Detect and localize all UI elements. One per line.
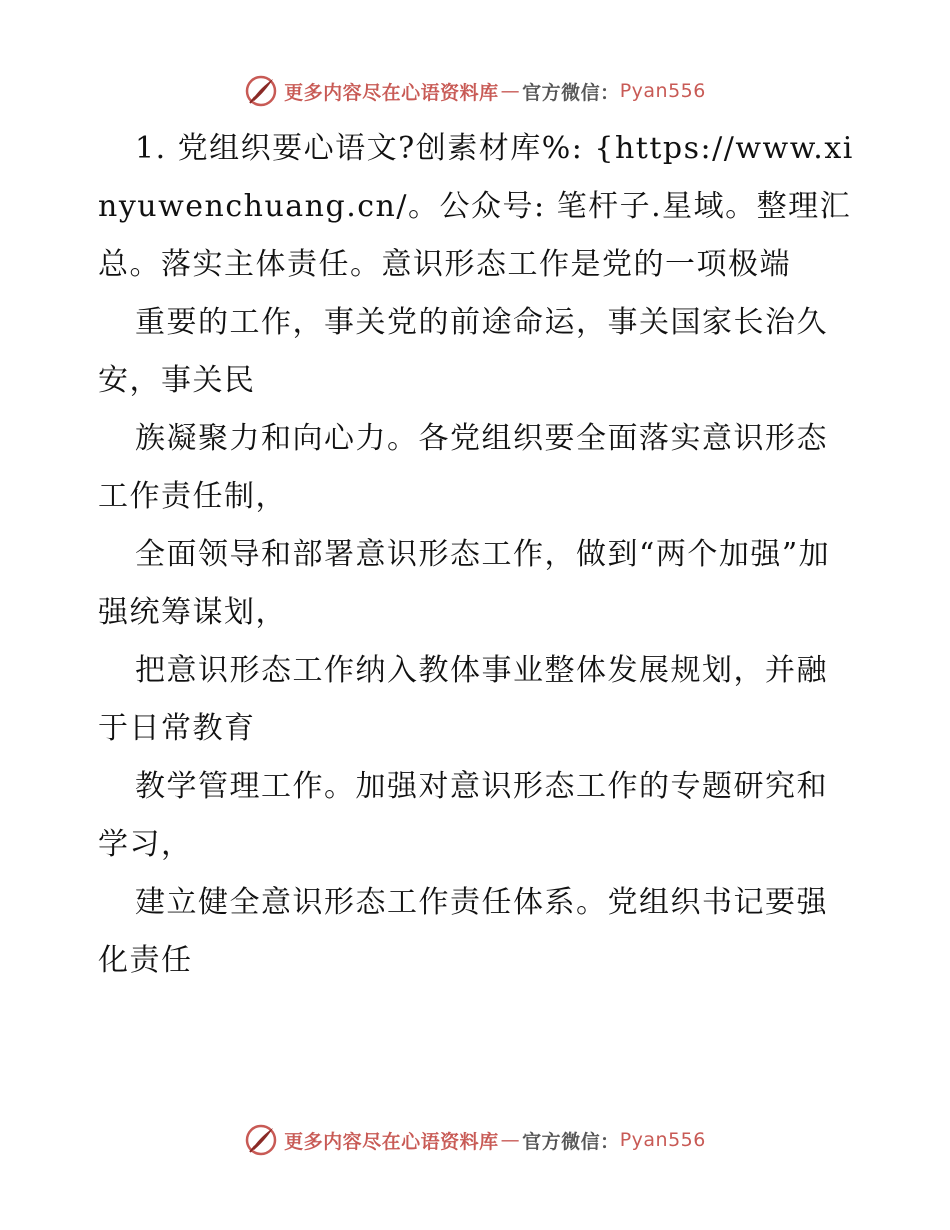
banner-separator: — bbox=[500, 1129, 521, 1151]
paragraph-6: 教学管理工作。加强对意识形态工作的专题研究和学习， bbox=[98, 769, 828, 862]
banner-wechat-id: Pyan556 bbox=[619, 80, 706, 102]
paragraph-2: 重要的工作，事关党的前途命运，事关国家长治久安，事关民 bbox=[98, 305, 828, 398]
paragraph-4: 全面领导和部署意识形态工作，做到“两个加强”加强统筹谋划， bbox=[98, 537, 831, 630]
paragraph-7: 建立健全意识形态工作责任体系。党组织书记要强化责任 bbox=[98, 885, 828, 978]
paragraph-1: 1. 党组织要心语文?创素材库%: {https://www.xinyuwenchuang.cn/。公众号: 笔杆子.星域。整理汇总。落实主体责任。意识形态工作是党的一项极端 bbox=[98, 131, 854, 282]
paragraph-5: 把意识形态工作纳入教体事业整体发展规划，并融于日常教育 bbox=[98, 653, 828, 746]
quill-pen-logo-icon bbox=[244, 1123, 278, 1157]
banner-separator: — bbox=[500, 80, 521, 102]
header-banner bbox=[0, 71, 950, 111]
banner-wechat-label: 官方微信： bbox=[522, 81, 620, 104]
footer-banner bbox=[0, 1120, 950, 1160]
document-body bbox=[98, 120, 858, 990]
paragraph-3: 族凝聚力和向心力。各党组织要全面落实意识形态工作责任制， bbox=[98, 421, 828, 514]
banner-wechat-label: 官方微信： bbox=[522, 1130, 620, 1153]
banner-site-text: 更多内容尽在心语资料库 bbox=[284, 1130, 499, 1153]
banner-site-text: 更多内容尽在心语资料库 bbox=[284, 81, 499, 104]
quill-pen-logo-icon bbox=[244, 74, 278, 108]
banner-wechat-id: Pyan556 bbox=[619, 1129, 706, 1151]
